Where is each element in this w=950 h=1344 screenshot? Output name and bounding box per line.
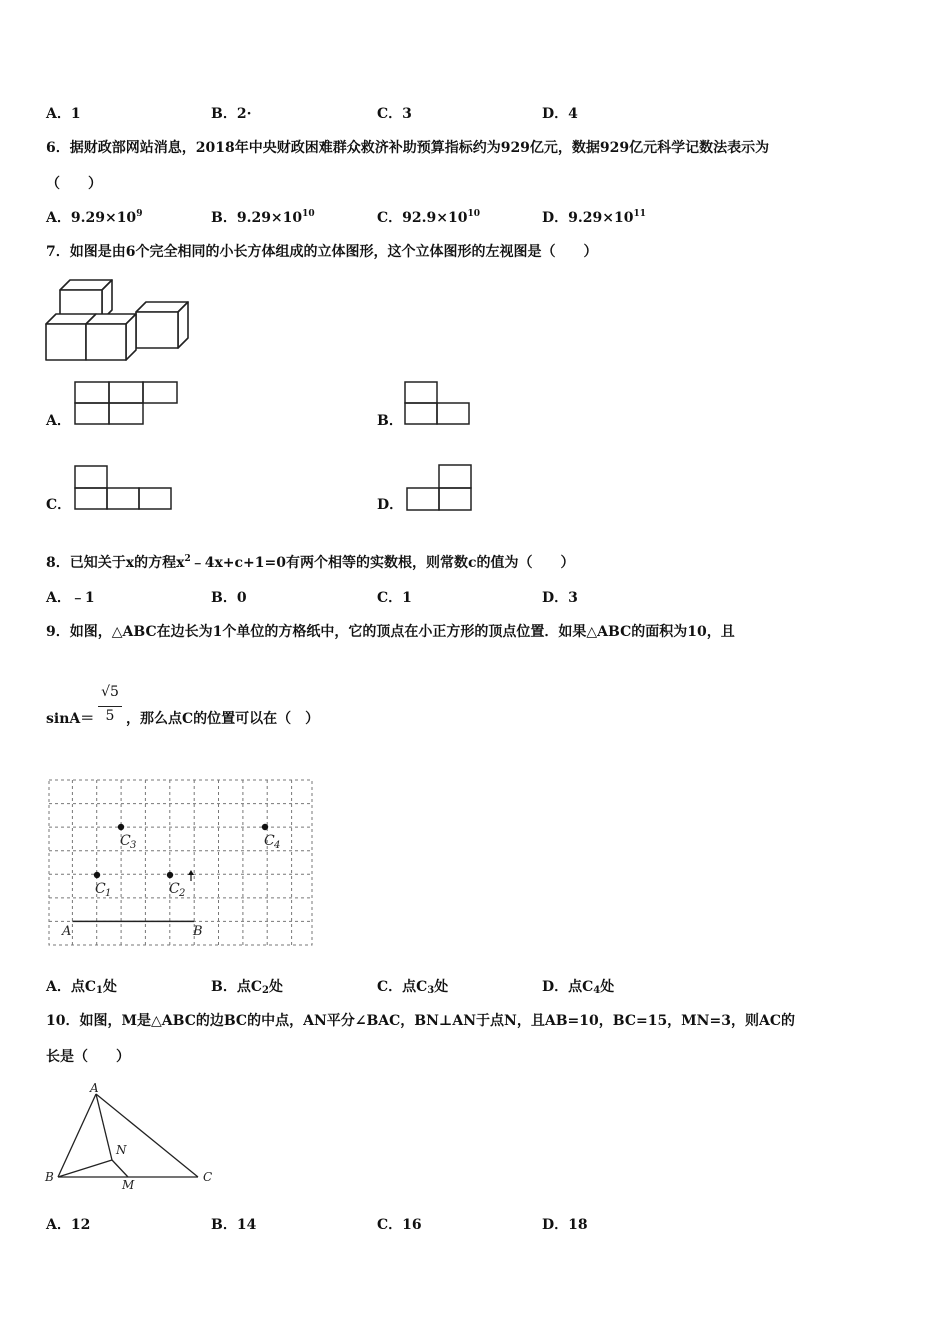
q9-label-c3-sub: 3: [130, 840, 137, 851]
q9-option-a[interactable]: A．点$C_1$处: [46, 979, 117, 996]
q8-option-b[interactable]: B．0: [211, 590, 247, 606]
q6-option-c[interactable]: C．$92.9\times 10^{10}$: [377, 209, 480, 226]
q5-option-c[interactable]: C．3: [377, 106, 412, 122]
q10-label-a: A: [90, 1081, 99, 1095]
q9-grid-figure: [48, 779, 314, 949]
q5-option-d[interactable]: D．4: [542, 106, 578, 122]
q10-label-n: N: [116, 1143, 127, 1157]
q9-frac-bar: [98, 706, 122, 707]
q9-label-c1: C: [95, 881, 106, 897]
q9-stem: 9．如图，△ABC在边长为1个单位的方格纸中，它的顶点在小正方形的顶点位置．如果△ABC的面积为10，且: [46, 624, 735, 640]
q10-label-b: B: [45, 1170, 54, 1184]
q9-label-c4-sub: 4: [274, 840, 281, 851]
q10-label-c: C: [203, 1170, 213, 1184]
q10-stem-cont: 长是（ ）: [46, 1049, 130, 1065]
q9-option-d[interactable]: D．点$C_4$处: [542, 979, 615, 996]
q9-label-c2: C: [169, 881, 180, 897]
q8-stem: 8．已知关于x的方程$x^2﹣4x+c+1=0$有两个相等的实数根，则常数c的值为（ ）: [46, 554, 575, 571]
q7-option-c-label[interactable]: C．: [46, 497, 72, 513]
q8-option-a[interactable]: A．﹣1: [46, 590, 95, 606]
q8-option-c[interactable]: C．1: [377, 590, 412, 606]
q7-option-c-figure[interactable]: [73, 465, 177, 513]
q9-label-a: A: [62, 924, 72, 939]
q7-stem: 7．如图是由6个完全相同的小长方体组成的立体图形，这个立体图形的左视图是（ ）: [46, 244, 598, 260]
q7-option-d-figure[interactable]: [405, 464, 477, 514]
q9-label-c2-sub: 2: [179, 888, 186, 899]
q9-option-b[interactable]: B．点$C_2$处: [211, 979, 283, 996]
q9-label-c4: C: [264, 833, 275, 849]
q9-sin-prefix: sinA＝: [46, 711, 95, 727]
q10-option-b[interactable]: B．14: [211, 1217, 257, 1233]
q9-option-c[interactable]: C．点$C_3$处: [377, 979, 449, 996]
q9-label-c3: C: [120, 833, 131, 849]
q10-stem: 10．如图，M是△ABC的边BC的中点，AN平分∠BAC，BN⊥AN于点N，且AB=10，BC=15，MN=3，则AC的: [46, 1013, 795, 1029]
q6-stem-paren: （ ）: [46, 176, 102, 192]
q7-solid-figure: [44, 278, 198, 366]
q7-option-a-figure[interactable]: [73, 381, 179, 427]
q10-option-c[interactable]: C．16: [377, 1217, 422, 1233]
q10-label-m: M: [122, 1178, 135, 1192]
q7-option-b-label[interactable]: B．: [377, 413, 403, 429]
q5-option-b[interactable]: B．2·: [211, 106, 252, 122]
q6-stem: 6．据财政部网站消息，2018年中央财政困难群众救济补助预算指标约为929亿元，数据929亿元科学记数法表示为: [46, 140, 770, 156]
q6-option-d[interactable]: D．$9.29\times 10^{11}$: [542, 209, 646, 226]
q8-option-d[interactable]: D．3: [542, 590, 578, 606]
q7-option-d-label[interactable]: D．: [377, 497, 404, 513]
q9-frac-numerator: √5: [101, 684, 119, 700]
q9-frac-denominator: 5: [105, 708, 115, 724]
q7-option-b-figure[interactable]: [403, 381, 475, 427]
q10-triangle-figure: [42, 1082, 220, 1194]
q9-label-b: B: [193, 924, 203, 939]
q7-option-a-label[interactable]: A．: [46, 413, 71, 429]
q10-option-d[interactable]: D．18: [542, 1217, 588, 1233]
q5-option-a[interactable]: A．1: [46, 106, 81, 122]
q9-label-c1-sub: 1: [105, 888, 112, 899]
q10-option-a[interactable]: A．12: [46, 1217, 91, 1233]
q6-option-a[interactable]: A．$9.29\times 10^9$: [46, 209, 143, 226]
q6-option-b[interactable]: B．$9.29\times 10^{10}$: [211, 209, 315, 226]
q9-sin-suffix: ，那么点C的位置可以在（ ）: [126, 711, 320, 727]
